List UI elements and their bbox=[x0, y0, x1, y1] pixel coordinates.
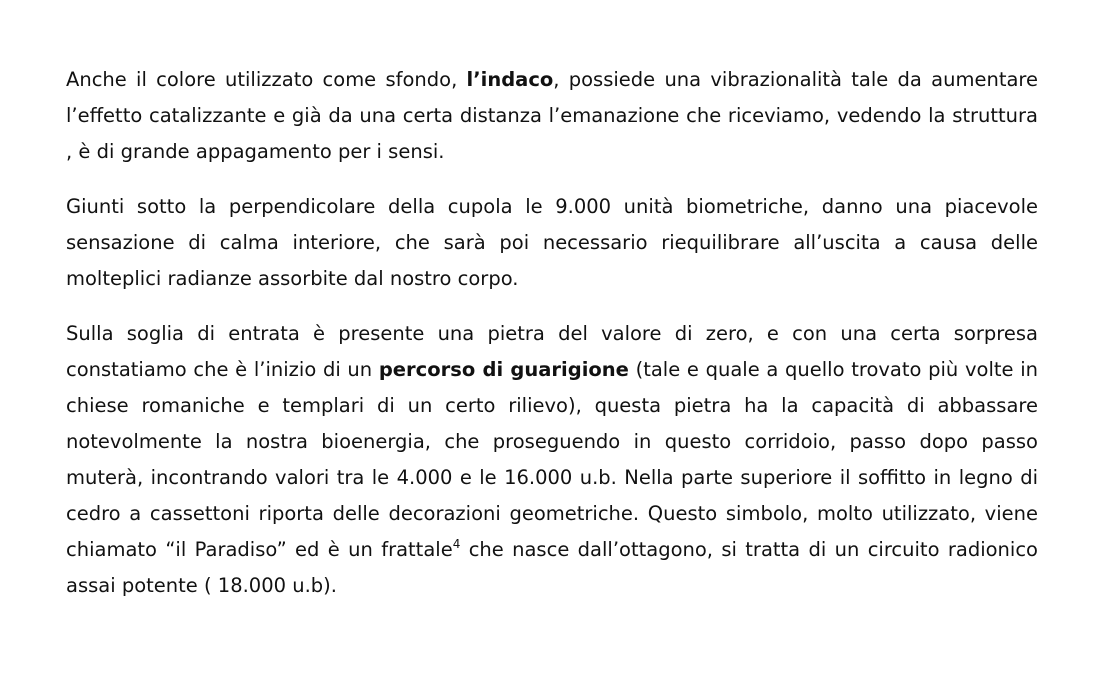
paragraph-2 bbox=[66, 189, 1038, 297]
paragraph-3-text-c: che nasce dall’ottagono, si tratta di un circuito radionico assai potente ( 18.000 u.b). bbox=[66, 538, 1038, 597]
paragraph-3-text-b: (tale e quale a quello trovato più volte in chiese romaniche e templari di un certo rilievo), questa pietra ha la capacità di abbassare notevolmente la nostra bioenergia, che proseguendo in questo corridoio, passo dopo passo muterà, incontrando valori tra le 4.000 e le 16.000 u.b. Nella parte superiore il soffitto in legno di cedro a cassettoni riporta delle decorazioni geometriche. Questo simbolo, molto utilizzato, viene chiamato “il Paradiso” ed è un frattale bbox=[66, 358, 1038, 561]
paragraph-1 bbox=[66, 62, 1038, 170]
paragraph-1-bold-term: l’indaco bbox=[466, 68, 554, 91]
paragraph-3-bold-term: percorso di guarigione bbox=[378, 358, 629, 381]
paragraph-3-text-a: Sulla soglia di entrata è presente una pietra del valore di zero, e con una certa sorpresa constatiamo che è l’inizio di un bbox=[66, 322, 1038, 381]
paragraph-2-text: Giunti sotto la perpendicolare della cupola le 9.000 unità biometriche, danno una piacevole sensazione di calma interiore, che sarà poi necessario riequilibrare all’uscita a causa delle molteplici radianze assorbite dal nostro corpo. bbox=[66, 195, 1038, 290]
paragraph-1-text-b: , possiede una vibrazionalità tale da aumentare l’effetto catalizzante e già da una certa distanza l’emanazione che riceviamo, vedendo la struttura , è di grande appagamento per i sensi. bbox=[66, 68, 1038, 163]
paragraph-3 bbox=[66, 316, 1038, 604]
footnote-marker[interactable]: 4 bbox=[452, 536, 461, 551]
paragraph-1-text-a: Anche il colore utilizzato come sfondo, bbox=[66, 68, 467, 91]
document-body bbox=[66, 62, 1038, 623]
